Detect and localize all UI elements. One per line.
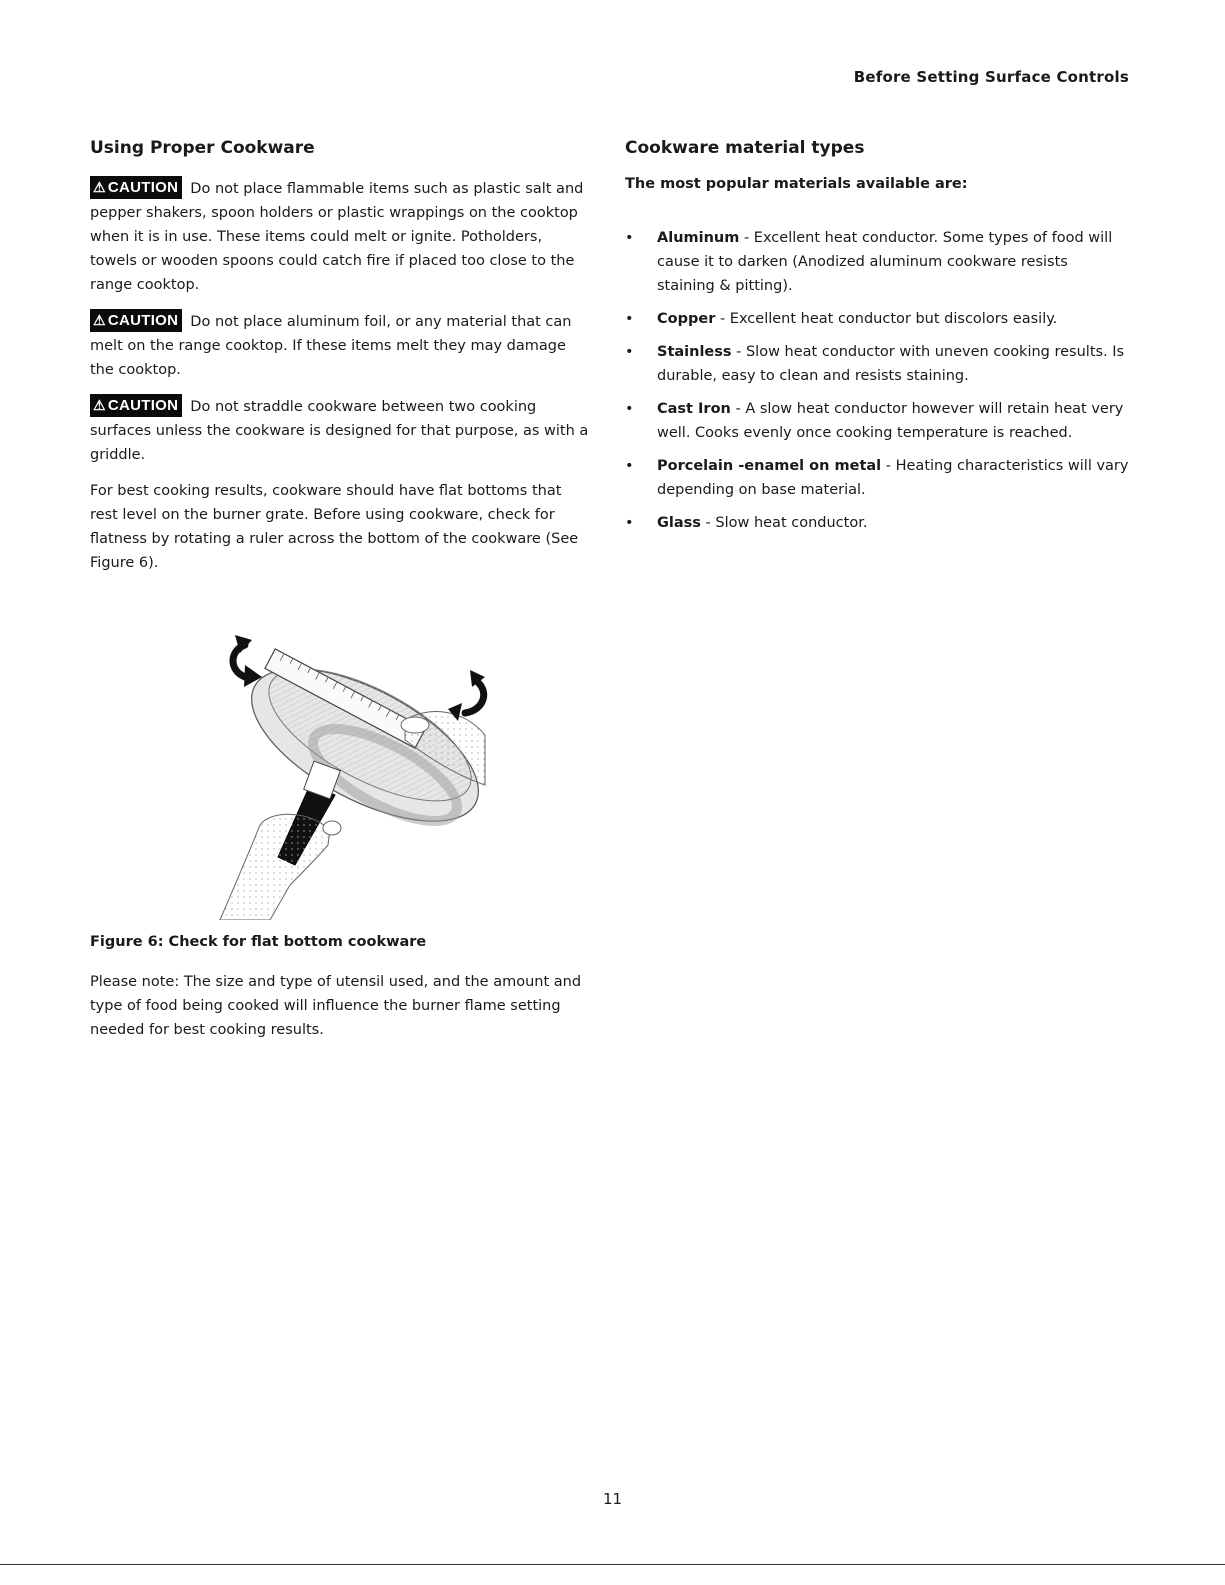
flatness-paragraph: For best cooking results, cookware should have flat bottoms that rest level on the burner grate. Before using cookware, check for flatness by rotating a ruler across the bottom of the cookware (See Figure 6). [90,483,579,571]
caution-text: Do not place aluminum foil, or any material that can melt on the range cooktop. If these items melt they may damage the cooktop. [90,314,572,378]
section-header: Before Setting Surface Controls [853,68,1129,86]
caution-badge: ⚠ CAUTION [90,394,182,417]
left-column [90,138,590,587]
caution-paragraph-3 [90,394,590,467]
caution-text: Do not place flammable items such as plastic salt and pepper shakers, spoon holders or plastic wrappings on the cooktop when it is in use. These items could melt or ignite. Potholders, towels or wooden spoons could catch fire if placed too close to the range cooktop. [90,181,584,293]
rotate-arrow-icon [233,635,262,687]
bullet-dot: • [625,515,634,531]
warning-triangle-icon: ⚠ [93,179,106,195]
note-block [90,970,590,1054]
rotate-arrow-icon [448,670,485,721]
figure-caption: Figure 6: Check for flat bottom cookware [90,934,427,950]
bullet-dot: • [625,458,634,474]
caution-badge: ⚠ CAUTION [90,309,182,332]
right-column [625,138,1130,544]
section-heading-using-proper-cookware: Using Proper Cookware [90,138,315,158]
warning-triangle-icon: ⚠ [93,312,106,328]
list-item: • Porcelain -enamel on metal - Heating characteristics will vary depending on base material. [625,454,1130,502]
list-item: • Stainless - Slow heat conductor with uneven cooking results. Is durable, easy to clean and resists staining. [625,340,1130,388]
bullet-dot: • [625,230,634,246]
caution-text: Do not straddle cookware between two cooking surfaces unless the cookware is designed for that purpose, as with a griddle. [90,399,589,463]
warning-triangle-icon: ⚠ [93,397,106,413]
bullet-dot: • [625,344,634,360]
materials-intro: The most popular materials available are: [625,176,968,192]
page-number: 11 [602,1490,623,1508]
caution-paragraph-1 [90,176,590,297]
list-item: • Copper - Excellent heat conductor but discolors easily. [625,307,1130,331]
note-paragraph: Please note: The size and type of utensil used, and the amount and type of food being cooked will influence the burner flame setting needed for best cooking results. [90,974,582,1038]
bottom-divider [0,1564,1225,1565]
bullet-dot: • [625,311,634,327]
materials-list [625,226,1130,535]
bullet-dot: • [625,401,634,417]
section-heading-cookware-material-types: Cookware material types [625,138,865,158]
list-item: • Aluminum - Excellent heat conductor. Some types of food will cause it to darken (Anodized aluminum cookware resists staining & pitting). [625,226,1130,298]
list-item: • Glass - Slow heat conductor. [625,511,1130,535]
list-item: • Cast Iron - A slow heat conductor however will retain heat very well. Cooks evenly once cooking temperature is reached. [625,397,1130,445]
caution-badge: ⚠ CAUTION [90,176,182,199]
caution-paragraph-2 [90,309,590,382]
flat-bottom-check-illustration [200,625,500,920]
